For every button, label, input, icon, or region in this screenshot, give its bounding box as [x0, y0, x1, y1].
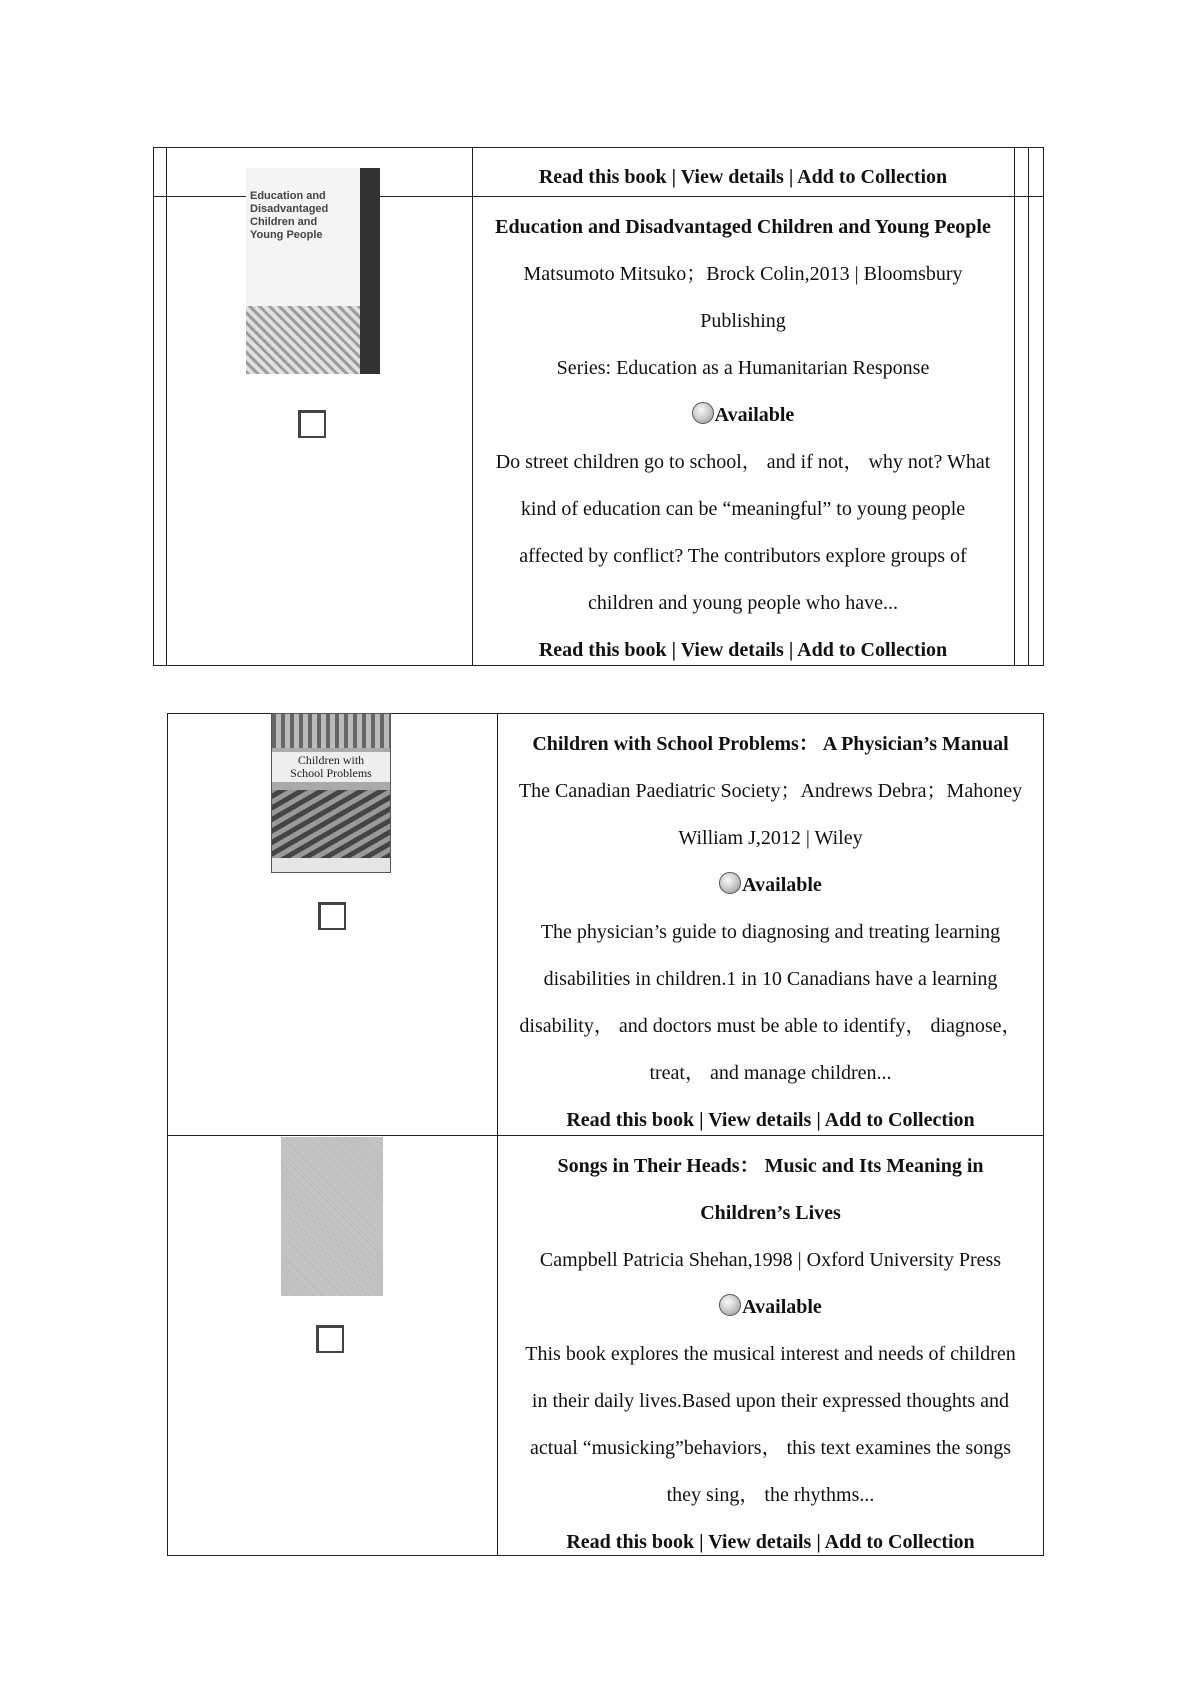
select-checkbox-book-3[interactable]: [316, 1325, 344, 1353]
add-to-collection-link[interactable]: Add to Collection: [824, 1531, 975, 1553]
book-title[interactable]: Education and Disadvantaged Children and Young People: [495, 216, 991, 238]
status-dot-icon: [719, 872, 741, 894]
book-details-2: [497, 721, 1044, 1144]
book-description: kind of education can be “meaningful” to young people: [520, 498, 966, 520]
book-description: disability， and doctors must be able to identify， diagnose，: [519, 1015, 1022, 1037]
select-checkbox-book-1[interactable]: [298, 410, 326, 438]
separator: |: [666, 166, 681, 188]
view-details-link[interactable]: View details: [680, 166, 784, 188]
availability-status: Available: [719, 1284, 822, 1331]
cover-photo: [246, 306, 360, 374]
status-dot-icon: [692, 402, 714, 424]
cover-top-photo: [272, 714, 390, 748]
cover-title: Education and Disadvantaged Children and Young People: [250, 190, 329, 241]
book-description: in their daily lives.Based upon their expressed thoughts and: [531, 1390, 1010, 1412]
separator: |: [783, 639, 798, 661]
cover-photo: [272, 790, 390, 858]
book-description: This book explores the musical interest and needs of children: [525, 1343, 1016, 1365]
book-title[interactable]: Children’s Lives: [700, 1202, 841, 1224]
book-meta: Campbell Patricia Shehan,1998 | Oxford University Press: [539, 1249, 1002, 1271]
read-book-link[interactable]: Read this book: [538, 166, 667, 188]
header-actions: [472, 154, 1014, 201]
book-cover-3[interactable]: [281, 1137, 383, 1296]
cover-footer: [272, 858, 390, 873]
view-details-link[interactable]: View details: [680, 639, 784, 661]
book-description: children and young people who have...: [588, 592, 898, 614]
add-to-collection-link[interactable]: Add to Collection: [797, 166, 948, 188]
view-details-link[interactable]: View details: [708, 1531, 812, 1553]
book-description: actual “musicking”behaviors， this text examines the songs: [530, 1437, 1011, 1459]
book-description: treat， and manage children...: [649, 1062, 892, 1084]
book-title[interactable]: Children with School Problems： A Physician’s Manual: [532, 733, 1009, 755]
separator: |: [694, 1109, 709, 1131]
availability-status: Available: [719, 862, 822, 909]
book-cover-2[interactable]: [271, 713, 391, 873]
book-series: Series: Education as a Humanitarian Response: [556, 357, 930, 379]
book-description: they sing， the rhythms...: [666, 1484, 875, 1506]
separator: |: [811, 1109, 825, 1131]
status-dot-icon: [719, 1294, 741, 1316]
separator: |: [694, 1531, 709, 1553]
separator: |: [783, 166, 798, 188]
add-to-collection-link[interactable]: Add to Collection: [824, 1109, 975, 1131]
book-description: Do street children go to school， and if not， why not? What: [495, 451, 991, 473]
availability-status: Available: [692, 392, 795, 439]
book-meta: The Canadian Paediatric Society；Andrews Debra；Mahoney: [518, 780, 1023, 802]
book-cover-1[interactable]: [246, 168, 380, 374]
book-title[interactable]: Songs in Their Heads： Music and Its Meaning in: [557, 1155, 984, 1177]
book-description: affected by conflict? The contributors explore groups of: [519, 545, 967, 567]
book-meta: Publishing: [700, 310, 786, 332]
read-book-link[interactable]: Read this book: [538, 639, 667, 661]
read-book-link[interactable]: Read this book: [566, 1109, 695, 1131]
book-details-1: [472, 204, 1014, 674]
book-description: The physician’s guide to diagnosing and treating learning: [540, 921, 1001, 943]
book-description: disabilities in children.1 in 10 Canadians have a learning: [543, 968, 998, 990]
table-border: [1014, 147, 1015, 666]
cover-spine: [360, 168, 380, 374]
book-details-3: [497, 1143, 1044, 1566]
read-book-link[interactable]: Read this book: [566, 1531, 695, 1553]
view-details-link[interactable]: View details: [708, 1109, 812, 1131]
table-border: [1028, 147, 1029, 666]
table-border: [166, 147, 167, 666]
book-meta: William J,2012 | Wiley: [678, 827, 863, 849]
cover-title: Children with School Problems: [272, 752, 390, 782]
add-to-collection-link[interactable]: Add to Collection: [797, 639, 948, 661]
separator: |: [811, 1531, 825, 1553]
select-checkbox-book-2[interactable]: [318, 902, 346, 930]
book-meta: Matsumoto Mitsuko；Brock Colin,2013 | Bloomsbury: [523, 263, 963, 285]
separator: |: [666, 639, 681, 661]
